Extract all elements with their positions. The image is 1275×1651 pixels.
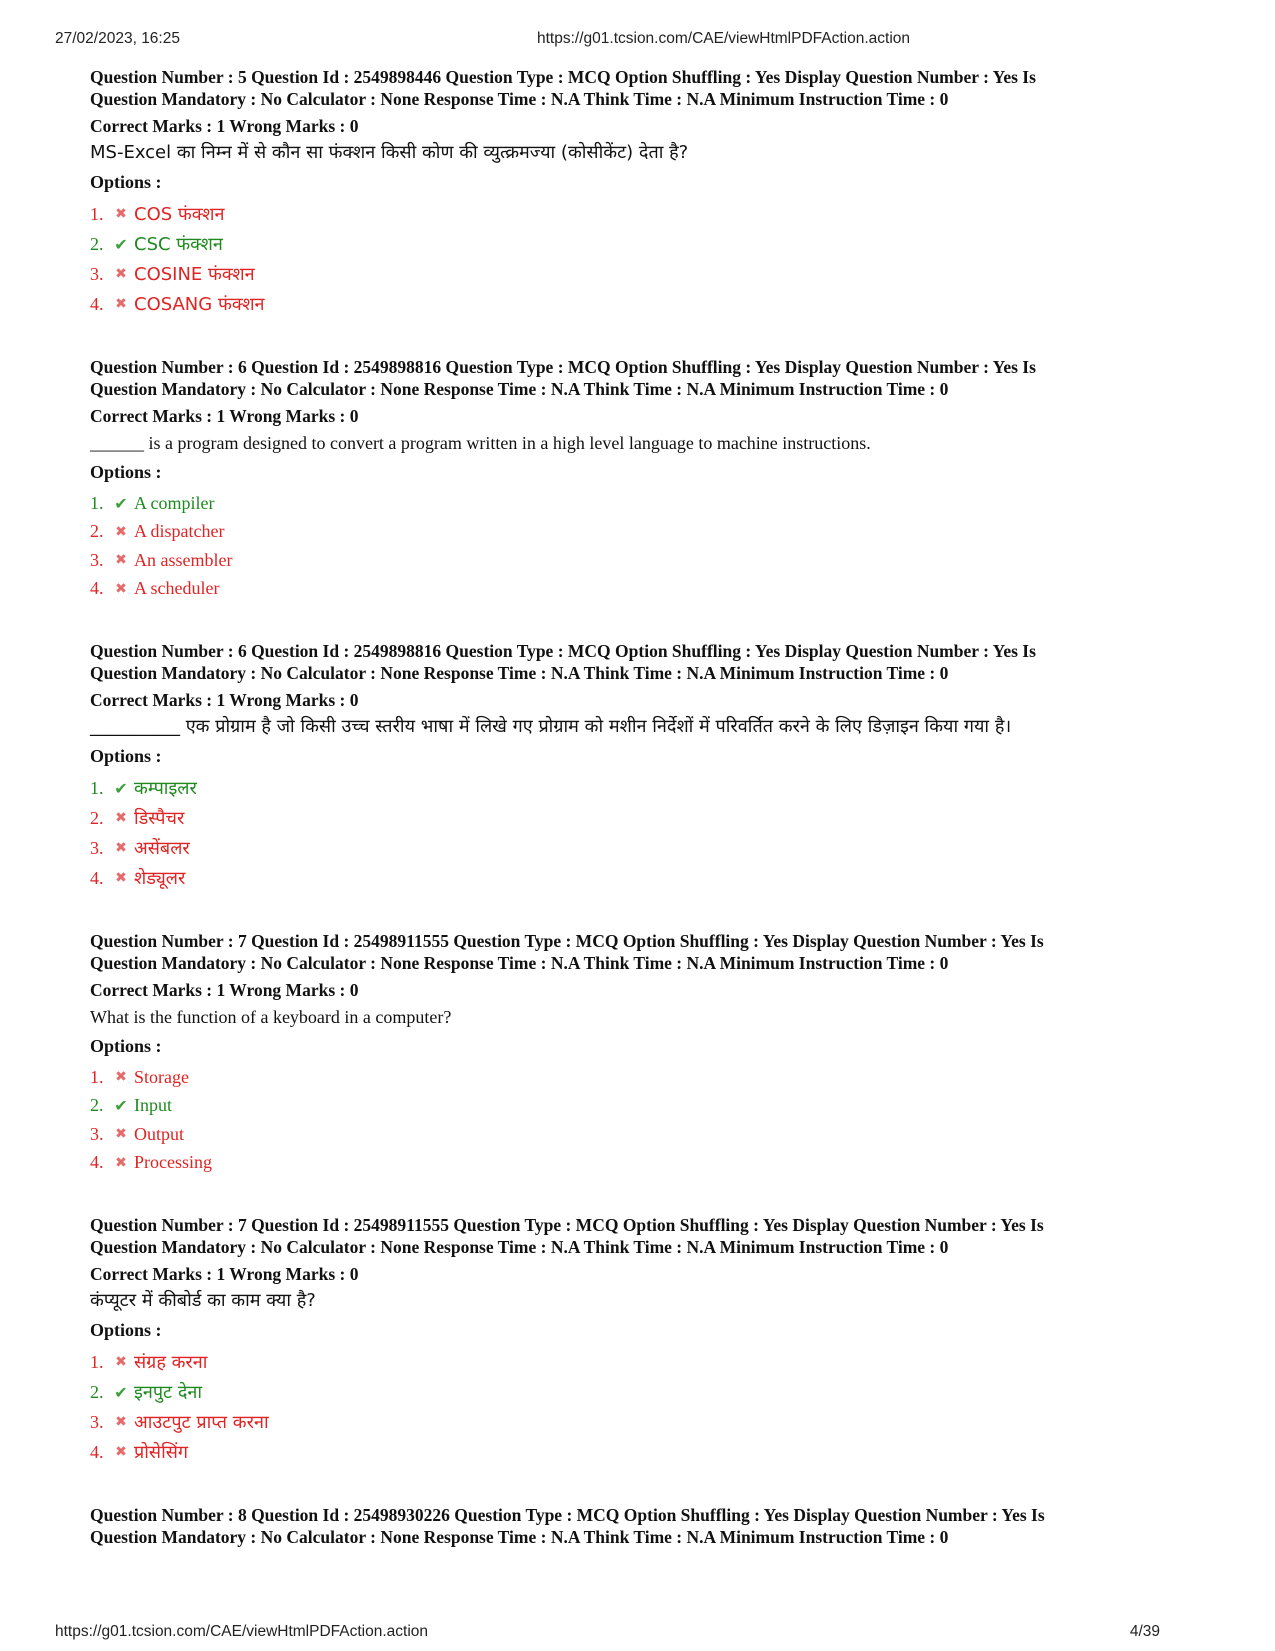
cross-icon: ✖	[115, 1444, 127, 1460]
question-text: What is the function of a keyboard in a computer?	[90, 1007, 452, 1027]
question-meta-line: Question Mandatory : No Calculator : None Response Time : N.A Think Time : N.A Minimum Instruction Time : 0	[90, 663, 949, 683]
option-number: 4.	[90, 1441, 104, 1462]
question-marks: Correct Marks : 1 Wrong Marks : 0	[90, 690, 359, 710]
option-number: 2.	[90, 233, 104, 254]
question-block	[90, 640, 1210, 893]
question-block	[90, 1504, 1210, 1548]
question-meta	[90, 66, 1210, 110]
option-text: COS फंक्शन	[134, 204, 225, 225]
cross-icon: ✖	[115, 1126, 127, 1143]
option-text: COSINE फंक्शन	[134, 264, 255, 285]
option-item	[90, 773, 1210, 803]
option-number: 4.	[90, 867, 104, 888]
question-text: MS-Excel का निम्न में से कौन सा फंक्शन किसी कोण की व्युत्क्रमज्या (कोसीकेंट) देता है?	[90, 142, 689, 163]
question-meta-line: Question Mandatory : No Calculator : None Response Time : N.A Think Time : N.A Minimum Instruction Time : 0	[90, 1237, 949, 1257]
cross-icon: ✖	[115, 206, 127, 222]
option-text: A compiler	[134, 492, 215, 513]
question-meta	[90, 1504, 1210, 1548]
check-icon: ✔	[114, 493, 128, 513]
option-item	[90, 803, 1210, 833]
options-label: Options :	[90, 1320, 162, 1340]
option-text: कम्पाइलर	[134, 778, 197, 799]
option-text: इनपुट देना	[134, 1382, 203, 1403]
cross-icon: ✖	[115, 810, 127, 826]
option-item	[90, 575, 1210, 604]
option-number: 3.	[90, 1411, 104, 1432]
page-header	[55, 30, 1160, 50]
option-number: 2.	[90, 521, 104, 542]
question-meta-line: Question Number : 6 Question Id : 2549898816 Question Type : MCQ Option Shuffling : Yes Display Question Number : Yes Is	[90, 357, 1036, 377]
question-list	[90, 66, 1210, 1585]
option-text: असेंबलर	[134, 838, 190, 859]
option-item	[90, 863, 1210, 893]
question-text: कंप्यूटर में कीबोर्ड का काम क्या है?	[90, 1290, 316, 1311]
option-item	[90, 1092, 1210, 1121]
option-item	[90, 1347, 1210, 1377]
option-text: डिस्पैचर	[134, 808, 185, 829]
option-number: 3.	[90, 263, 104, 284]
question-block	[90, 930, 1210, 1177]
check-icon: ✔	[114, 1096, 128, 1116]
check-icon: ✔	[114, 1382, 128, 1402]
question-text: __________ एक प्रोग्राम है जो किसी उच्च स्तरीय भाषा में लिखे गए प्रोग्राम को मशीन निर्देशों में परिवर्तित करने के लिए डिज़ाइन किया गया है।	[90, 716, 1012, 737]
question-meta	[90, 640, 1210, 684]
option-number: 3.	[90, 549, 104, 570]
option-item	[90, 518, 1210, 547]
question-marks: Correct Marks : 1 Wrong Marks : 0	[90, 406, 359, 426]
question-marks: Correct Marks : 1 Wrong Marks : 0	[90, 116, 359, 136]
question-text: ______ is a program designed to convert a program written in a high level language to machine instructions.	[90, 433, 871, 453]
option-item	[90, 546, 1210, 575]
question-meta-line: Question Mandatory : No Calculator : None Response Time : N.A Think Time : N.A Minimum Instruction Time : 0	[90, 1527, 949, 1547]
option-item	[90, 1407, 1210, 1437]
cross-icon: ✖	[115, 1154, 127, 1171]
option-text: Storage	[134, 1066, 189, 1087]
option-item	[90, 489, 1210, 518]
option-text: CSC फंक्शन	[134, 234, 223, 255]
question-meta	[90, 356, 1210, 400]
options-label: Options :	[90, 746, 162, 766]
option-item	[90, 1149, 1210, 1178]
option-number: 1.	[90, 777, 104, 798]
option-text: An assembler	[134, 549, 233, 570]
option-text: COSANG फंक्शन	[134, 294, 265, 315]
print-datetime: 27/02/2023, 16:25	[55, 30, 180, 47]
page-number: 4/39	[1129, 1623, 1160, 1640]
options-label: Options :	[90, 462, 162, 482]
option-text: A dispatcher	[134, 521, 225, 542]
option-item	[90, 1377, 1210, 1407]
option-text: Input	[134, 1095, 172, 1116]
question-meta-line: Question Mandatory : No Calculator : None Response Time : N.A Think Time : N.A Minimum Instruction Time : 0	[90, 89, 949, 109]
footer-url: https://g01.tcsion.com/CAE/viewHtmlPDFAction.action	[55, 1623, 429, 1640]
check-icon: ✔	[114, 778, 128, 798]
option-text: Processing	[134, 1152, 212, 1173]
question-marks: Correct Marks : 1 Wrong Marks : 0	[90, 1264, 359, 1284]
option-item	[90, 1120, 1210, 1149]
question-marks: Correct Marks : 1 Wrong Marks : 0	[90, 980, 359, 1000]
cross-icon: ✖	[115, 266, 127, 282]
question-meta	[90, 1214, 1210, 1258]
cross-icon: ✖	[115, 296, 127, 312]
option-item	[90, 229, 1210, 259]
cross-icon: ✖	[115, 1414, 127, 1430]
question-meta-line: Question Mandatory : No Calculator : None Response Time : N.A Think Time : N.A Minimum Instruction Time : 0	[90, 379, 949, 399]
option-number: 4.	[90, 1152, 104, 1173]
question-block	[90, 1214, 1210, 1467]
question-block	[90, 66, 1210, 319]
option-item	[90, 1063, 1210, 1092]
option-number: 1.	[90, 1351, 104, 1372]
options-label: Options :	[90, 172, 162, 192]
option-text: आउटपुट प्राप्त करना	[134, 1412, 269, 1433]
option-text: प्रोसेसिंग	[134, 1442, 189, 1463]
option-number: 4.	[90, 578, 104, 599]
option-text: Output	[134, 1123, 185, 1144]
options-label: Options :	[90, 1036, 162, 1056]
option-text: A scheduler	[134, 578, 220, 599]
option-number: 4.	[90, 293, 104, 314]
question-meta-line: Question Mandatory : No Calculator : None Response Time : N.A Think Time : N.A Minimum Instruction Time : 0	[90, 953, 949, 973]
cross-icon: ✖	[115, 1069, 127, 1086]
option-number: 1.	[90, 203, 104, 224]
option-item	[90, 199, 1210, 229]
cross-icon: ✖	[115, 1354, 127, 1370]
question-meta-line: Question Number : 5 Question Id : 2549898446 Question Type : MCQ Option Shuffling : Yes Display Question Number : Yes Is	[90, 67, 1036, 87]
question-meta-line: Question Number : 6 Question Id : 2549898816 Question Type : MCQ Option Shuffling : Yes Display Question Number : Yes Is	[90, 641, 1036, 661]
question-meta	[90, 930, 1210, 974]
question-block	[90, 356, 1210, 603]
header-url: https://g01.tcsion.com/CAE/viewHtmlPDFAction.action	[537, 30, 911, 47]
check-icon: ✔	[114, 234, 128, 254]
option-number: 3.	[90, 837, 104, 858]
option-number: 2.	[90, 807, 104, 828]
cross-icon: ✖	[115, 552, 127, 569]
option-text: शेड्यूलर	[134, 868, 186, 889]
cross-icon: ✖	[115, 580, 127, 597]
option-text: संग्रह करना	[134, 1352, 208, 1373]
question-meta-line: Question Number : 7 Question Id : 25498911555 Question Type : MCQ Option Shuffling : Yes Display Question Number : Yes Is	[90, 931, 1044, 951]
option-number: 3.	[90, 1123, 104, 1144]
cross-icon: ✖	[115, 840, 127, 856]
option-item	[90, 259, 1210, 289]
cross-icon: ✖	[115, 523, 127, 540]
option-number: 1.	[90, 492, 104, 513]
option-number: 2.	[90, 1095, 104, 1116]
option-number: 2.	[90, 1381, 104, 1402]
page-footer	[55, 1623, 1160, 1643]
question-meta-line: Question Number : 8 Question Id : 25498930226 Question Type : MCQ Option Shuffling : Yes Display Question Number : Yes Is	[90, 1505, 1045, 1525]
cross-icon: ✖	[115, 870, 127, 886]
option-number: 1.	[90, 1066, 104, 1087]
option-item	[90, 833, 1210, 863]
question-meta-line: Question Number : 7 Question Id : 25498911555 Question Type : MCQ Option Shuffling : Yes Display Question Number : Yes Is	[90, 1215, 1044, 1235]
option-item	[90, 1437, 1210, 1467]
option-item	[90, 289, 1210, 319]
